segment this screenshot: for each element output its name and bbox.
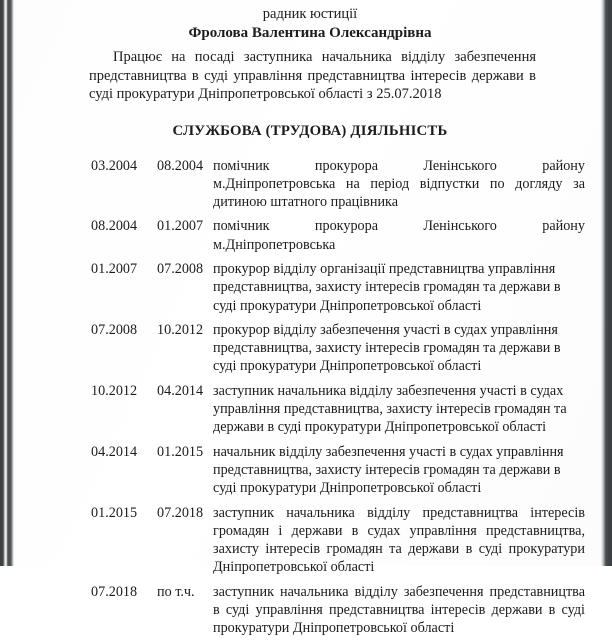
section-heading: СЛУЖБОВА (ТРУДОВА) ДІЯЛЬНІСТЬ [172, 122, 448, 139]
activity-date-from: 04.2014 [91, 443, 138, 460]
activity-row [91, 260, 585, 321]
activity-row [91, 157, 585, 218]
activity-description: начальник відділу забезпечення участі в судах управління представництва, захисту інтересів громадян та держави в суді прокуратури Дніпропетровської області [213, 443, 564, 497]
activity-table [91, 157, 585, 644]
activity-date-to: 07.2018 [157, 504, 204, 521]
activity-date-to: по т.ч. [157, 583, 195, 600]
activity-date-from: 10.2012 [91, 382, 138, 399]
activity-date-to: 08.2004 [157, 157, 204, 174]
activity-row [91, 583, 585, 644]
person-name: Фролова Валентина Олександрівна [188, 25, 432, 41]
role-line: радник юстиції [262, 6, 358, 22]
activity-date-to: 04.2014 [157, 382, 204, 399]
activity-date-from: 01.2007 [91, 260, 138, 277]
activity-description: помічник прокурора Ленінського району м.Дніпропетровська на період відпустки по догляду за дитиною штатного працівника [213, 157, 585, 211]
activity-row [91, 504, 585, 583]
intro-paragraph: Працює на посаді заступника начальника відділу забезпечення представництва в суді управління представництва інтересів держави в суді прокуратури Дніпропетровської області з 25.07.2018 [89, 49, 536, 102]
activity-date-from: 07.2008 [91, 321, 138, 338]
activity-description: прокурор відділу забезпечення участі в судах управління представництва, захисту інтересів громадян та держави в суді прокуратури Дніпропетровської області [213, 321, 561, 375]
document-content [22, 0, 598, 644]
activity-table-body [91, 157, 585, 644]
activity-date-from: 08.2004 [91, 218, 138, 235]
activity-row [91, 382, 585, 443]
activity-description: заступник начальника відділу забезпечення участі в судах управління представництва, захисту інтересів громадян та держави в суді прокуратури Дніпропетровської області [213, 382, 567, 436]
activity-date-from: 01.2015 [91, 504, 138, 521]
activity-date-from: 03.2004 [91, 157, 138, 174]
activity-row [91, 443, 585, 504]
activity-date-to: 10.2012 [157, 321, 204, 338]
activity-row [91, 321, 585, 382]
activity-description: заступник начальника відділу забезпечення представництва в суді управління представництва інтересів держави в суді прокуратури Дніпропетровської області [213, 583, 585, 637]
activity-date-to: 07.2008 [157, 260, 204, 277]
activity-row [91, 217, 585, 260]
activity-date-to: 01.2007 [157, 218, 204, 235]
activity-date-from: 07.2018 [91, 583, 138, 600]
activity-description: заступник начальника відділу представництва інтересів громадян і держави в судах управління представництва, захисту інтересів громадян та держави в суді прокуратури Дніпропетровської області [213, 504, 585, 576]
activity-description: прокурор відділу організації представництва управління представництва, захисту інтересів громадян та держави в суді прокуратури Дніпропетровської області [213, 260, 561, 314]
activity-date-to: 01.2015 [157, 443, 204, 460]
activity-description: помічник прокурора Ленінського району м.Дніпропетровська [213, 218, 585, 253]
